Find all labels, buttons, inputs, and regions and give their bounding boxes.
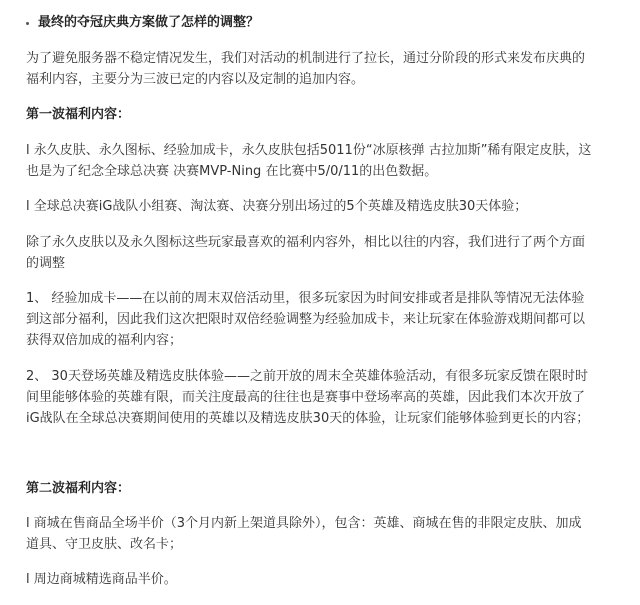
adjustment-item: 间里能够体验的英雄有限，而关注度最高的往往也是赛事中登场率高的英雄，因此我们本次开放了 — [26, 390, 586, 405]
wave1-heading: 第一波福利内容： — [26, 107, 131, 122]
article-title: 最终的夺冠庆典方案做了怎样的调整？ — [38, 15, 260, 30]
wave1-item: l 全球总决赛iG战队小组赛、淘汰赛、决赛分别出场过的5个英雄及精选皮肤30天体验； — [26, 199, 528, 214]
title-bullet-icon — [26, 22, 29, 25]
wave2-heading: 第二波福利内容： — [26, 481, 131, 496]
wave2-item: l 周边商城精选商品半价。 — [26, 572, 177, 587]
adjustment-item: 1、 经验加成卡——在以前的周末双倍活动里，很多玩家因为时间安排或者是排队等情况无法体验 — [26, 291, 585, 306]
wave1-item: l 永久皮肤、永久图标、经验加成卡，永久皮肤包括5011份“冰原核弹 古拉加斯”稀有限定皮肤，这 — [26, 143, 592, 158]
adjustment-item: 2、 30天登场英雄及精选皮肤体验——之前开放的周末全英雄体验活动，有很多玩家反馈在限时时 — [26, 369, 588, 384]
wave1-paragraph: 除了永久皮肤以及永久图标这些玩家最喜欢的福利内容外，相比以往的内容，我们进行了两个方面 — [26, 235, 586, 250]
wave1-item: 也是为了纪念全球总决赛 决赛MVP-Ning 在比赛中5/0/11的出色数据。 — [26, 164, 438, 179]
intro-line: 为了避免服务器不稳定情况发生，我们对活动的机制进行了拉长，通过分阶段的形式来发布庆典的 — [26, 51, 586, 66]
wave2-item: 道具、守卫皮肤、改名卡； — [26, 537, 183, 552]
adjustment-item: 获得双倍加成的福利内容； — [26, 333, 183, 348]
wave2-item: l 商城在售商品全场半价（3个月内新上架道具除外），包含：英雄、商城在售的非限定皮肤、加成 — [26, 516, 582, 531]
adjustment-item: iG战队在全球总决赛期间使用的英雄以及精选皮肤30天的体验，让玩家们能够体验到更长的内容； — [26, 411, 590, 426]
adjustment-item: 到这部分福利，因此我们这次把限时双倍经验调整为经验加成卡，来让玩家在体验游戏期间都可以 — [26, 312, 586, 327]
intro-line: 福利内容，主要分为三波已定的内容以及定制的追加内容。 — [26, 72, 365, 87]
wave1-paragraph: 的调整 — [26, 256, 66, 271]
